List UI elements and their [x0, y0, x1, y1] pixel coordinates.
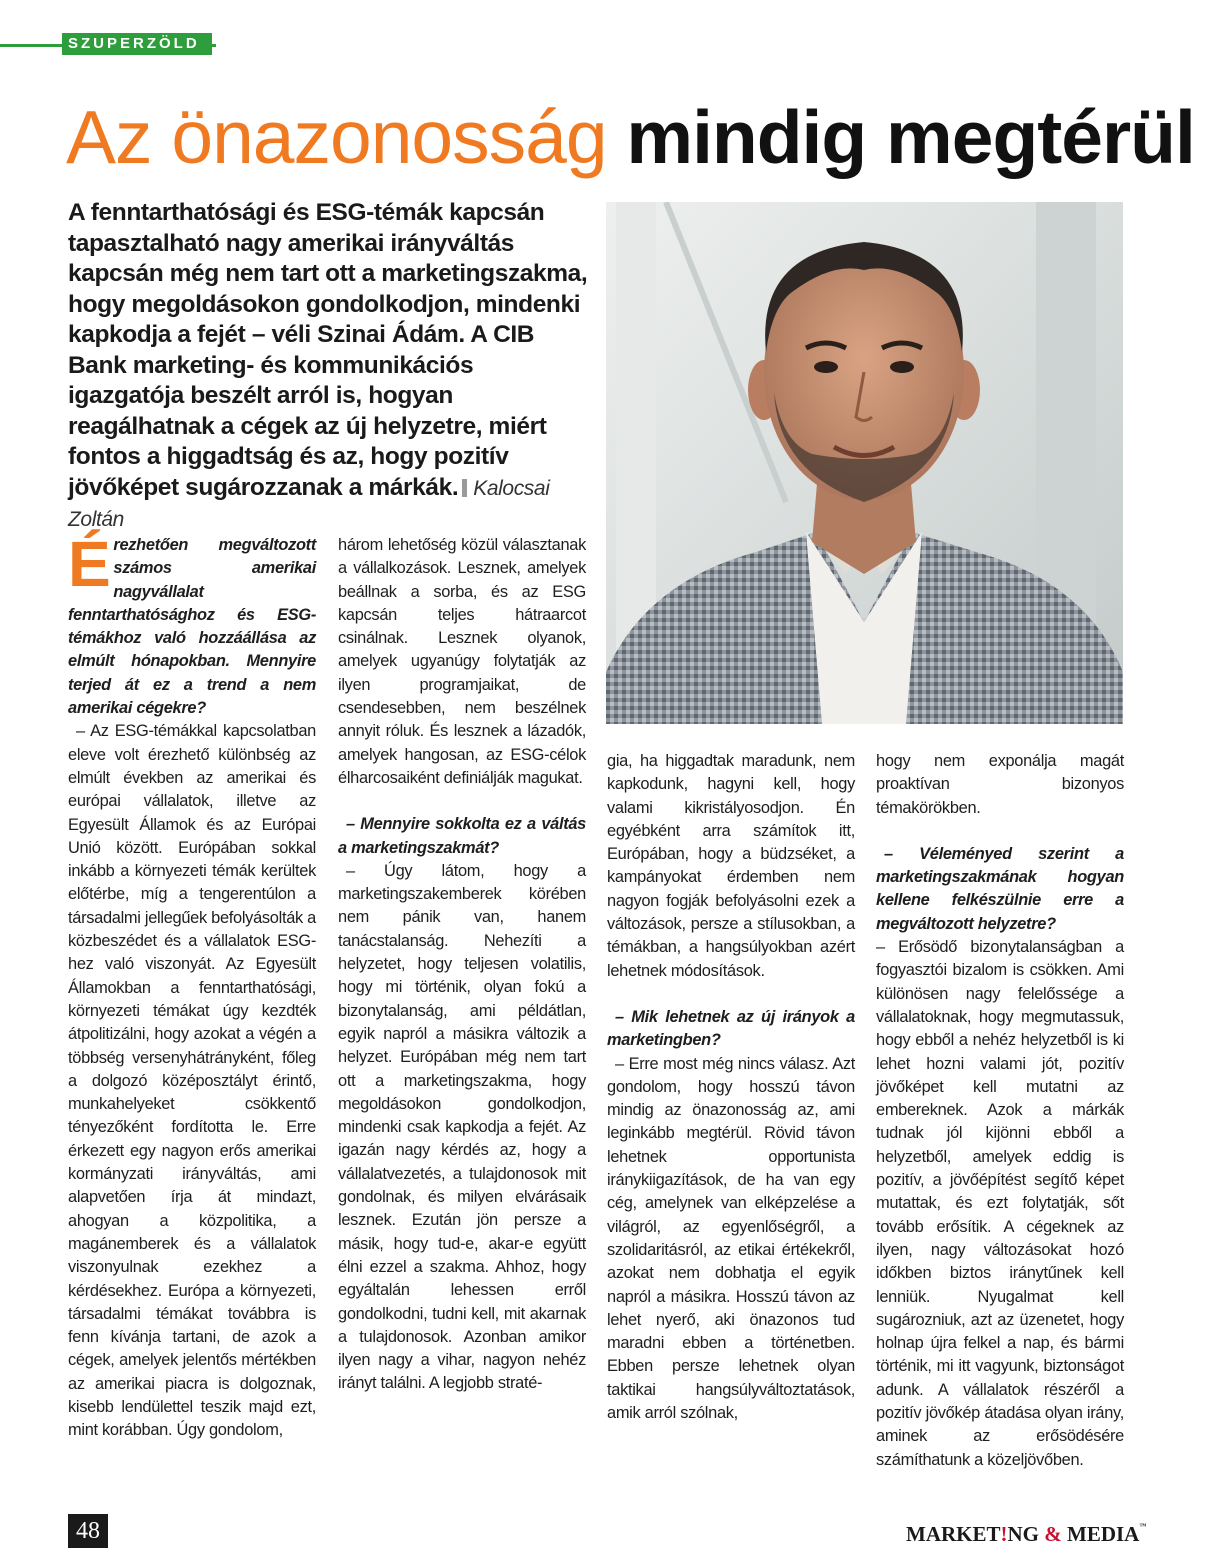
answer-4: – Erősödő bizonytalanságban a fogyasztói bizalom is csökken. Ami különösen nagy felelőssége a vállalatoknak, hogy megmutassuk, hogy ebből a nehéz helyzetből is ki lehet hozni valami jót, pozitív jövőképet kell mutatni az embereknek. Azok a márkák tudnak jól kijönni ebből a helyzetből, amelyek eddig is pozitív, a jövőépítést segítő képet mutattak, és ezt folytatják, sőt tovább erősítik. A cégeknek az ilyen, nagy változásokat hozó időkben biztos iránytűnek kell lenniük. Nyugalmat kell sugározniuk, azt az üzenetet, hogy holnap újra felkel a nap, és bármi történik, mi itt vagyunk, biztonságot adunk. A vállalatok részéről a pozitív jövőkép átadása olyan irány, aminek az erősödésére számíthatunk a közeljövőben.: [876, 938, 1124, 1469]
article-column-3: [607, 750, 855, 1425]
page-number: 48: [68, 1514, 108, 1548]
byline-author: Kalocsai Zoltán: [68, 476, 550, 531]
drop-cap: É: [68, 528, 111, 600]
portrait-illustration: [606, 202, 1123, 724]
byline-separator: [462, 479, 467, 497]
brand-text-2: NG: [1007, 1522, 1039, 1546]
question-3: – Mik lehetnek az új irányok a marketingben?: [607, 1007, 855, 1050]
article-title: [66, 90, 1195, 185]
lead-text: A fenntarthatósági és ESG-témák kapcsán tapasztalható nagy amerikai irányváltás kapcsán még nem tart ott a marketingszakma, hogy megoldásokon gondolkodjon, mindenki kapkodja a fejét – véli Szinai Ádám. A CIB Bank marketing- és kommunikációs igazgatója beszélt arról is, hogyan reagálhatnak a cégek az új helyzetre, miért fontos a higgadtság és az, hogy pozitív jövőképet sugározzanak a márkák.: [68, 199, 588, 501]
answer-2-continued: gia, ha higgadtak maradunk, nem kapkodunk, hagyni kell, hogy valami kikristályosodjon. Én egyébként arra számítok itt, Európában, hogy a büdzséket, a kampányokat érdemben nem nagyon fogják befolyásolni ezek a változások, persze a stílusokban, a témákban, a hangsúlyokban azért lehetnek módosítások.: [607, 752, 855, 980]
article-column-1: [68, 528, 316, 1443]
article-lead: [68, 198, 588, 536]
brand-text-1: MARKET: [906, 1522, 1001, 1546]
question-1: [68, 528, 316, 720]
answer-1: – Az ESG-témákkal kapcsolatban eleve volt érezhető különbség az elmúlt években az amerikai és európai vállalatok, illetve az Egyesült Államok és az Európai Unió között. Európában sokkal inkább a környezeti témák kerültek előtérbe, míg a tengerentúlon a társadalmi jellegűek befolyásolták a közbeszédet és a vállalatok ESG-hez való viszonyát. Az Egyesült Államokban a fenntarthatósági, környezeti témákat úgy kezdték átpolitizálni, hogy azokat a végén a többség versenyhátrányként, főleg a dolgozó középosztályt érintő, munkahelyeket csökkentő tényezőként fordította le. Erre érkezett egy nagyon erős amerikai kormányzati irányváltás, ami alapvetően írja át mindazt, ahogyan a közpolitika, a magánemberek és a vállalatok viszonyulnak ezekhez a kérdésekhez. Európa a környezeti, társadalmi témákat továbbra is fenn kívánja tartani, de azok a cégek, amelyek jelentős mértékben az amerikai piacra is dolgoznak, kisebb lendülettel teszik majd ezt, mint korábban. Úgy gondolom,: [68, 722, 316, 1440]
brand-logo: [906, 1522, 1146, 1547]
answer-1-continued: három lehetőség közül választanak a vállalkozások. Lesznek, amelyek beállnak a sorba, és az ESG kapcsán teljes hátraarcot csinálnak. Lesznek olyanok, amelyek ugyanúgy folytatják az ilyen programjaikat, de csendesebben, nem beszélnek annyit róluk. És lesznek a lázadók, amelyek hangosan, az ESG-célok élharcosaiként definiálják magukat.: [338, 536, 586, 787]
portrait-photo: [606, 202, 1123, 724]
brand-exclamation: !: [1000, 1522, 1008, 1546]
paragraph-gap: [338, 790, 586, 813]
answer-3: – Erre most még nincs válasz. Azt gondolom, hogy hosszú távon mindig az önazonosság az, ami leginkább megtérül. Rövid távon lehetnek opportunista iránykiigazítások, de ha van egy cég, amelynek van elképzelése a világról, az egyenlőségről, a szolidaritásról, az etikai értékekről, azokat nem dobhatja el egyik napról a másikra. Hosszú távon az lehet nyerő, aki önazonos tud maradni ebben a történetben. Ebben persze lehetnek olyan taktikai hangsúlyváltoztatások, amik arról szólnak,: [607, 1054, 855, 1423]
title-light-part: Az önazonosság: [66, 95, 607, 179]
brand-ampersand: &: [1044, 1522, 1062, 1546]
paragraph-gap: [876, 820, 1124, 843]
brand-text-3: MEDIA: [1067, 1522, 1140, 1546]
rubric-label: SZUPERZÖLD: [62, 33, 212, 55]
answer-2: – Úgy látom, hogy a marketingszakemberek körében nem pánik van, hanem tanácstalanság. Nehezíti a helyzetet, hogy teljesen volatilis, hogy mi történik, olyan fokú a bizonytalanság, ami példátlan, egyik napról a másikra változik a helyzet. Európában még nem tart ott a marketingszakma, hogy megoldásokon gondolkodjon, mindenki csak kapkodja a fejét. Az igazán nagy kérdés az, hogy a vállalatvezetés, a tulajdonosok mit gondolnak, és milyen elvárásaik lesznek. Ezután jön persze a másik, hogy tud-e, akar-e együtt élni ezzel a szakma. Ahhoz, hogy egyáltalán lehessen erről gondolkodni, tudni kell, mit akarnak a tulajdonosok. Azonban amikor ilyen nagy a vihar, nagyon nehéz irányt találni. A legjobb straté-: [338, 861, 586, 1393]
article-column-2: [338, 534, 586, 1396]
question-1-text: rezhetően megváltozott számos amerikai nagyvállalat fenntarthatósághoz és ESG-témákhoz való hozzáállása az elmúlt hónapokban. Mennyire terjed át ez a trend a nem amerikai cégekre?: [68, 536, 316, 718]
title-bold-part: mindig megtérül: [626, 95, 1195, 179]
answer-3-continued: hogy nem exponálja magát proaktívan bizonyos témakörökben.: [876, 752, 1124, 817]
question-4: – Véleményed szerint a marketingszakmának hogyan kellene felkészülnie erre a megváltozott helyzetre?: [876, 844, 1124, 933]
rubric-line: [0, 44, 62, 47]
rubric-line-end: [212, 44, 216, 47]
article-column-4: [876, 750, 1124, 1472]
question-2: – Mennyire sokkolta ez a váltás a marketingszakmát?: [338, 815, 586, 857]
brand-trademark: ™: [1139, 1522, 1147, 1530]
paragraph-gap: [607, 983, 855, 1006]
